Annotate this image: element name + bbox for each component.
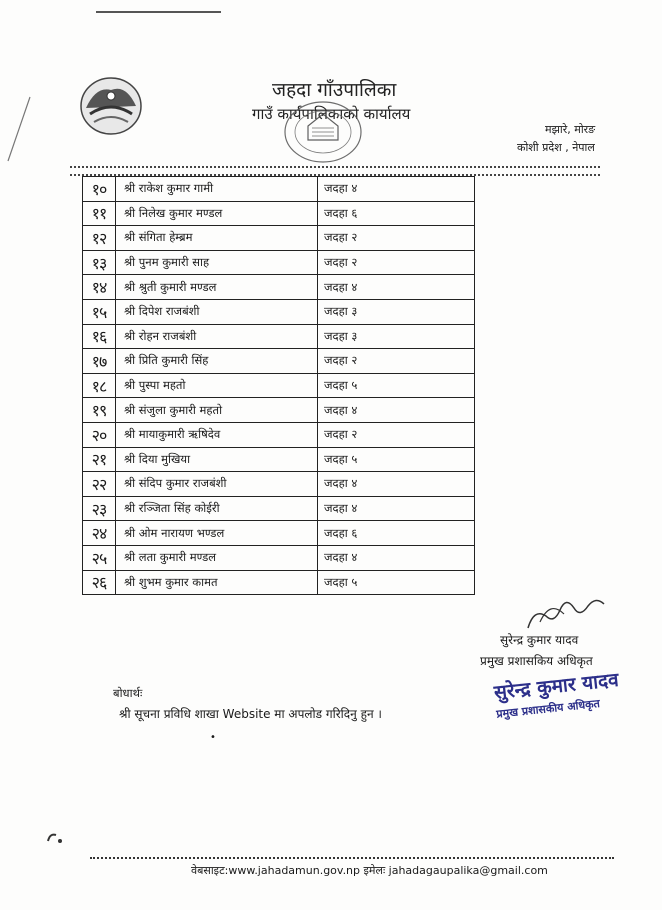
ink-dot: • (210, 732, 216, 743)
table-row (83, 250, 475, 275)
address-line-2: कोशी प्रदेश , नेपाल (517, 141, 595, 154)
table-row (83, 447, 475, 472)
nominee-table (82, 176, 475, 595)
office-name: जहदा गाँउपालिका (272, 79, 397, 101)
footer-separator (90, 857, 614, 859)
margin-scratch (4, 95, 34, 165)
nominee-name: श्री पुनम कुमारी साह (116, 250, 318, 275)
table-row (83, 496, 475, 521)
table-row (83, 349, 475, 374)
row-number: २० (83, 422, 116, 447)
signatory-designation: प्रमुख प्रशासकिय अधिकृत (480, 654, 593, 668)
ward-address: जदहा ५ (318, 373, 475, 398)
nominee-name: श्री ओम नारायण भण्डल (116, 521, 318, 546)
table-row (83, 472, 475, 497)
nominee-name: श्री संजुला कुमारी महतो (116, 398, 318, 423)
row-number: २४ (83, 521, 116, 546)
row-number: ११ (83, 201, 116, 226)
table-row (83, 422, 475, 447)
notice-label: बोधार्थः (113, 686, 143, 700)
nominee-name: श्री श्रुती कुमारी मण्डल (116, 275, 318, 300)
ward-address: जदहा २ (318, 422, 475, 447)
nominee-name: श्री लता कुमारी मण्डल (116, 545, 318, 570)
ward-address: जदहा २ (318, 250, 475, 275)
table-row (83, 373, 475, 398)
ward-address: जदहा ४ (318, 398, 475, 423)
row-number: १४ (83, 275, 116, 300)
address-line-1: मझारे, मोरङ (545, 123, 596, 136)
row-number: १० (83, 177, 116, 202)
nepal-emblem-icon (76, 70, 146, 140)
top-rule (96, 11, 221, 13)
punch-hole-mark (44, 831, 66, 847)
nominee-name: श्री प्रिति कुमारी सिंह (116, 349, 318, 374)
nominee-name: श्री संगिता हेम्ब्रम (116, 226, 318, 251)
ward-address: जदहा २ (318, 226, 475, 251)
row-number: १३ (83, 250, 116, 275)
row-number: १९ (83, 398, 116, 423)
row-number: २३ (83, 496, 116, 521)
ward-address: जदहा ४ (318, 472, 475, 497)
nominee-name: श्री दिपेश राजबंशी (116, 299, 318, 324)
row-number: २१ (83, 447, 116, 472)
stamp-name: सुरेन्द्र कुमार यादव (493, 668, 620, 704)
nominee-name: श्री दिया मुखिया (116, 447, 318, 472)
office-seal-stamp (280, 96, 366, 168)
office-subtitle: गाउँ कार्यपालिकाको कार्यालय (252, 105, 411, 123)
row-number: २५ (83, 545, 116, 570)
ward-address: जदहा ६ (318, 521, 475, 546)
ward-address: जदहा ४ (318, 496, 475, 521)
table-row (83, 226, 475, 251)
notice-text: श्री सूचना प्रविधि शाखा Website मा अपलोड गरिदिनु हुन । (119, 707, 382, 721)
row-number: १२ (83, 226, 116, 251)
nominee-name: श्री रञ्जिता सिंह कोईरी (116, 496, 318, 521)
nominee-name: श्री रोहन राजबंशी (116, 324, 318, 349)
row-number: १६ (83, 324, 116, 349)
table-row (83, 201, 475, 226)
nominee-name: श्री शुभम कुमार कामत (116, 570, 318, 595)
ward-address: जदहा ३ (318, 299, 475, 324)
ward-address: जदहा ६ (318, 201, 475, 226)
row-number: २२ (83, 472, 116, 497)
table-row (83, 275, 475, 300)
ward-address: जदहा ३ (318, 324, 475, 349)
nominee-name: श्री राकेश कुमार गामी (116, 177, 318, 202)
stamp-designation: प्रमुख प्रशासकीय अधिकृत (495, 696, 601, 721)
table-row (83, 521, 475, 546)
table-row (83, 570, 475, 595)
row-number: १८ (83, 373, 116, 398)
ward-address: जदहा २ (318, 349, 475, 374)
table-row (83, 299, 475, 324)
nominee-name: श्री निलेख कुमार मण्डल (116, 201, 318, 226)
signature-stamp (493, 665, 630, 748)
ward-address: जदहा ४ (318, 177, 475, 202)
ward-address: जदहा ५ (318, 570, 475, 595)
footer-contact: वेबसाइट:www.jahadamun.gov.np इमेलः jahadagaupalika@gmail.com (191, 864, 548, 877)
nominee-name: श्री मायाकुमारी ऋषिदेव (116, 422, 318, 447)
signatory-name: सुरेन्द्र कुमार यादव (500, 633, 579, 647)
table-row (83, 545, 475, 570)
nominee-name: श्री संदिप कुमार राजबंशी (116, 472, 318, 497)
ward-address: जदहा ४ (318, 545, 475, 570)
table-row (83, 398, 475, 423)
table-row (83, 324, 475, 349)
row-number: १७ (83, 349, 116, 374)
table-row (83, 177, 475, 202)
ward-address: जदहा ५ (318, 447, 475, 472)
header-separator (70, 166, 600, 176)
nominee-name: श्री पुस्पा महतो (116, 373, 318, 398)
row-number: २६ (83, 570, 116, 595)
row-number: १५ (83, 299, 116, 324)
ward-address: जदहा ४ (318, 275, 475, 300)
